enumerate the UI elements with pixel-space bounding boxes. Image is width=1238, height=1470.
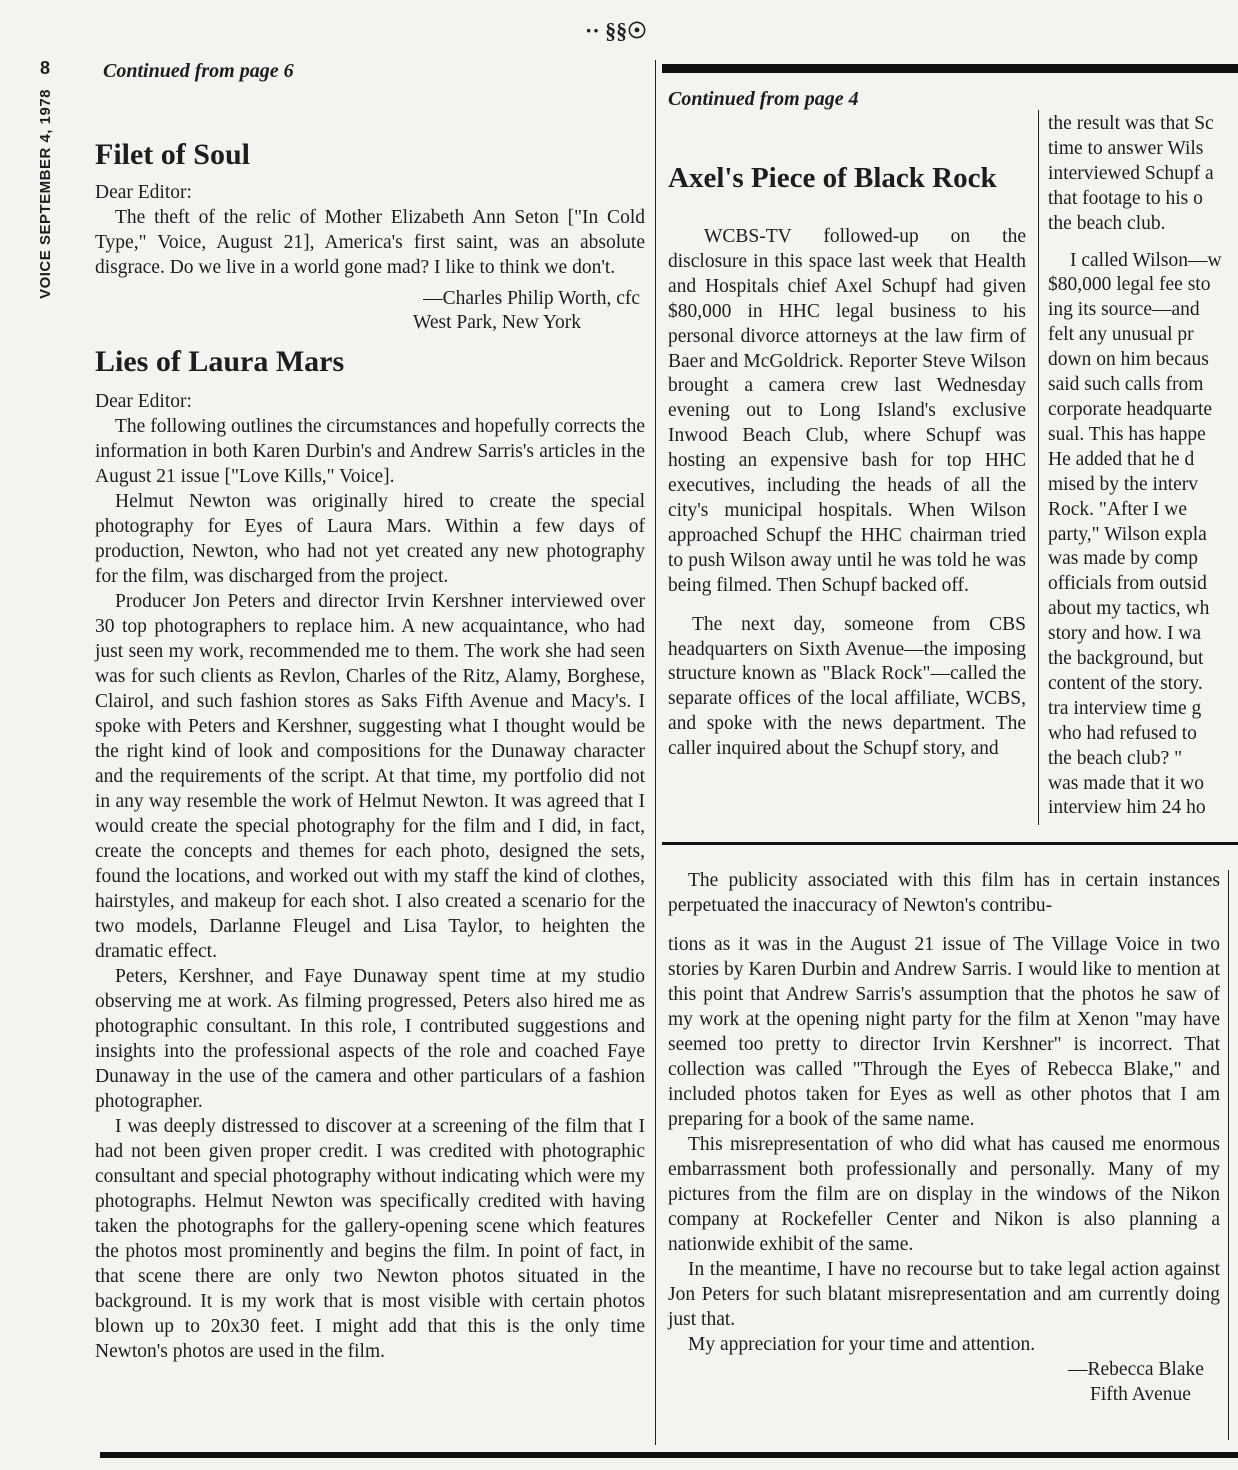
letter-paragraph: In the meantime, I have no recourse but to take legal action against Jon Peters for such blatant misrepresentation and am currently doing just that. — [668, 1259, 1220, 1330]
letter-lies-of-laura-mars — [95, 345, 645, 1364]
column-line: story and how. I wa — [1048, 623, 1202, 645]
column-line: I called Wilson—w — [1070, 249, 1222, 271]
right-column-divider — [1038, 110, 1039, 825]
column-line: was made that it wo — [1048, 772, 1204, 794]
column-line: who had refused to — [1048, 722, 1197, 744]
column-line: sual. This has happe — [1048, 423, 1206, 445]
signature-name: —Charles Philip Worth, cfc — [423, 288, 640, 309]
letter-paragraph: Peters, Kershner, and Faye Dunaway spent time at my studio observing me at work. As filming progressed, Peters also hired me as photographic consultant. In this role, I contributed suggestions and insights into the professional aspects of the role and coached Faye Dunaway in the use of the camera and other particulars of a fashion photographer. — [95, 966, 645, 1112]
column-line: officials from outsid — [1048, 573, 1207, 595]
section-rule — [662, 842, 1238, 845]
signature-name: —Rebecca Blake — [1068, 1359, 1204, 1380]
column-line: tra interview time g — [1048, 697, 1202, 719]
column-line: the background, but — [1048, 648, 1204, 670]
column-line: corporate headquarte — [1048, 398, 1213, 420]
letter-paragraph: The following outlines the circumstances and hopefully corrects the information in both Karen Durbin's and Andrew Sarris's articles in the August 21 issue ["Love Kills," Voice]. — [95, 416, 645, 487]
column-line: party," Wilson expla — [1048, 523, 1207, 545]
column-line: the result was that Sc — [1048, 113, 1214, 134]
column-line: $80,000 legal fee sto — [1048, 274, 1211, 296]
article-paragraph: The next day, someone from CBS headquarters on Sixth Avenue—the imposing structure known as "Black Rock"—called the separate offices of the local affiliate, WCBS, and spoke with the news department. The caller inquired about the Schupf story, and — [668, 613, 1026, 760]
column-line: that footage to his o — [1048, 187, 1203, 209]
top-mark: ·· §§☉ — [585, 18, 647, 43]
salutation: Dear Editor: — [95, 391, 192, 412]
column-line: interviewed Schupf a — [1048, 162, 1214, 184]
column-line: content of the story. — [1048, 672, 1203, 694]
column-line: the beach club? " — [1048, 747, 1183, 769]
letter-paragraph: This misrepresentation of who did what has caused me enormous embarrassment both professionally and personally. Many of my pictures from the film are on display in the windows of the Nikon company at Rockefeller Center and Nikon is also planning a nationwide exhibit of the same. — [668, 1134, 1220, 1255]
column-line: about my tactics, wh — [1048, 598, 1210, 620]
article-paragraph: WCBS-TV followed-up on the disclosure in this space last week that Health and Hospitals chief Axel Schupf had given $80,000 in HHC legal business to his personal divorce attorneys at the law firm of Baer and McGoldrick. Reporter Steve Wilson brought a camera crew last Wednesday evening out to Long Island's exclusive Inwood Beach Club, where Schupf was hosting an expensive bash for top HHC executives, including the heads of all the city's municipal hospitals. When Wilson approached Schupf the HHC chairman tried to push Wilson away until he was told he was being filmed. Then Schupf backed off. — [668, 226, 1026, 596]
column-line: time to answer Wils — [1048, 137, 1204, 159]
column-line: interview him 24 ho — [1048, 797, 1206, 819]
letter-filet-of-soul — [95, 138, 645, 335]
signature-place: Fifth Avenue — [1090, 1384, 1191, 1405]
bottom-right-divider — [1228, 870, 1229, 1440]
salutation: Dear Editor: — [95, 182, 192, 203]
letter-paragraph: Helmut Newton was originally hired to create the special photography for Eyes of Laura Mars. Within a few days of production, Newton, who had not yet created any new photography for the film, was discharged from the project. — [95, 491, 645, 587]
column-line: ing its source—and — [1048, 299, 1200, 321]
column-line: Rock. "After I we — [1048, 498, 1187, 520]
page-number: 8 — [39, 58, 50, 78]
far-right-column — [1048, 112, 1238, 821]
issue-date-vertical: VOICE SEPTEMBER 4, 1978 — [36, 89, 54, 299]
letter-paragraph: The theft of the relic of Mother Elizabeth Ann Seton ["In Cold Type," Voice, August 21], America's first saint, was an absolute disgrace. Do we live in a world gone mad? I like to think we don't. — [95, 207, 645, 278]
letter-continuation — [668, 868, 1220, 1407]
letter-paragraph: I was deeply distressed to discover at a screening of the film that I had not been given proper credit. I was credited with photographic consultant and special photography without indicating which were my photographs. Helmut Newton was specifically credited with having taken the photographs for the gallery-opening scene which features the photos most prominently and begins the film. In point of fact, in that scene there are only two Newton photos situated in the background. It is my work that is most visible with certain photos blown up to 20x30 feet. I might add that this is the only time Newton's photos are used in the film. — [95, 1116, 645, 1362]
continued-label: Continued from page 4 — [668, 88, 859, 110]
column-line: He added that he d — [1048, 448, 1195, 470]
headline: Filet of Soul — [95, 138, 250, 171]
bottom-rule — [100, 1452, 1238, 1458]
page-margin — [30, 58, 60, 318]
left-column — [95, 60, 645, 1364]
column-line: down on him becaus — [1048, 349, 1209, 371]
headline: Lies of Laura Mars — [95, 345, 345, 378]
letter-paragraph: Producer Jon Peters and director Irvin Kershner interviewed over 30 top photographers to replace him. A new acquaintance, who had just seen my work, recommended me to them. The work she had seen was for such clients as Revlon, Charles of the Ritz, Alamy, Borghese, Clairol, and such fashion stores as Saks Fifth Avenue and Macy's. I spoke with Peters and Kershner, suggesting what I thought would be the right kind of look and compositions for the Dunaway character and the requirements of the script. At that time, my portfolio did not in any way resemble the work of Helmut Newton. It was agreed that I would create the special photography for the film and I did, in fact, create the concepts and themes for each photo, designed the sets, found the locations, and worked out with my staff the kind of clothes, hairstyles, and makeup for each shot. I also created a scenario for the two models, Darlanne Fleugel and Lisa Taylor, to heighten the dramatic effect. — [95, 591, 645, 962]
letter-paragraph: tions as it was in the August 21 issue of The Village Voice in two stories by Karen Durbin and Andrew Sarris. I would like to mention at this point that Andrew Sarris's assumption that the photos he saw of my work at the opening night party for the film at Xenon "may have seemed too pretty to director Irvin Kershner" is incorrect. That collection was called "Through the Eyes of Rebecca Blake," and included photos taken for Eyes as well as other photos that I am preparing for a book of the same name. — [668, 934, 1220, 1130]
column-line: felt any unusual pr — [1048, 324, 1194, 346]
column-line: was made by comp — [1048, 548, 1199, 570]
headline: Axel's Piece of Black Rock — [668, 162, 997, 194]
column-line: mised by the interv — [1048, 473, 1199, 495]
signature-place: West Park, New York — [413, 312, 581, 333]
column-divider — [655, 60, 656, 1445]
column-line: the beach club. — [1048, 212, 1166, 234]
continued-label: Continued from page 6 — [103, 60, 294, 82]
letter-paragraph: The publicity associated with this film has in certain instances perpetuated the inaccuracy of Newton's contribu- — [668, 870, 1220, 916]
letter-paragraph: My appreciation for your time and attention. — [688, 1334, 1036, 1355]
top-rule — [662, 64, 1238, 73]
column-line: said such calls from — [1048, 374, 1204, 396]
article-axel — [668, 88, 1026, 762]
